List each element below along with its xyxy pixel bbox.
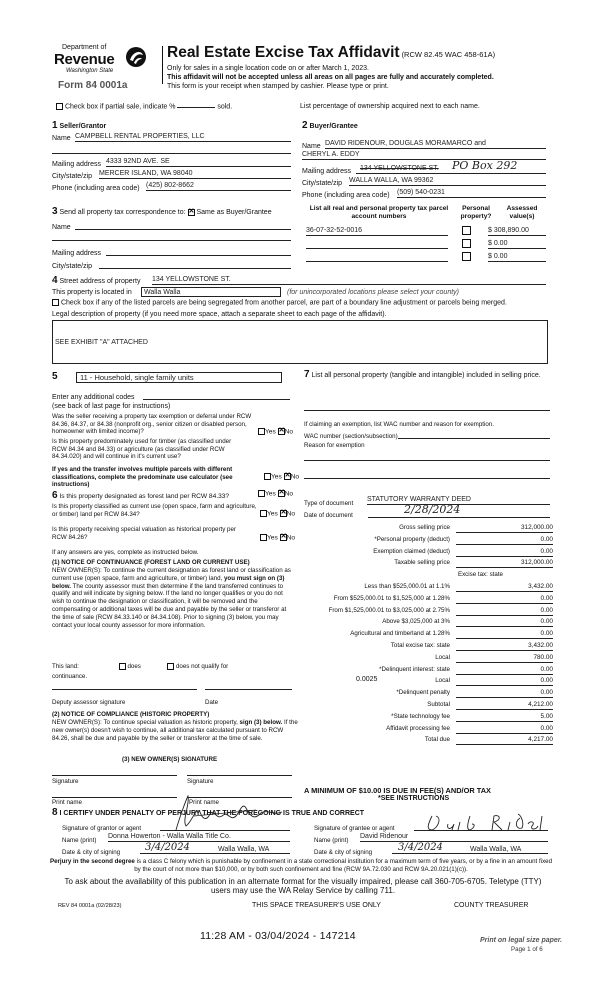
calc-label: *Delinquent penalty	[396, 689, 450, 697]
calc-value[interactable]: 4,217.00	[456, 736, 553, 745]
exemption-label: If claiming an exemption, list WAC number and reason for exemption.	[304, 421, 494, 428]
print-name-label-1: Print name	[52, 799, 82, 806]
calc-label: Agricultural and timberland at 1.28%	[350, 630, 450, 638]
calc-label: Subtotal	[427, 701, 450, 708]
doc-type-label: Type of document	[304, 500, 354, 507]
assessed-value-1[interactable]: $ 308,890.00	[488, 227, 546, 236]
additional-codes-field[interactable]	[143, 391, 290, 400]
calc-row	[300, 607, 553, 618]
s6q3-yes-checkbox[interactable]	[260, 534, 267, 541]
calc-row	[300, 630, 553, 641]
corr-name-field[interactable]	[75, 221, 291, 230]
perjury-text: Perjury in the second degree is a class C felony which is punishable by confinement in a state correctional institution for a maximum term of five years, or by a fine in an amount fixed by the court of not more than $10,000, or by both such confinement and fine (RCW 9A.72.030 and RCW 9A.20.021(1)(c)).	[49, 858, 553, 873]
alt-format-text: To ask about the availability of this publication in an alternate format for the visually impaired, please call 360-705-6705. Teletype (TTY) users may use the WA Relay Service by calling 711.	[64, 877, 542, 895]
deputy-date-label: Date	[205, 699, 219, 706]
s6q2-no-checkbox[interactable]	[280, 510, 287, 517]
calc-row	[300, 677, 553, 688]
corr-name-label: Name	[52, 224, 71, 231]
q2-yes-checkbox[interactable]	[264, 473, 271, 480]
buyer-mailing-handwritten: PO Box 292	[452, 159, 518, 172]
seller-name[interactable]: CAMPBELL RENTAL PROPERTIES, LLC	[75, 133, 291, 142]
signature-label-2: Signature	[187, 778, 214, 785]
buyer-phone-label: Phone (including area code)	[302, 192, 390, 199]
signature-label-1: Signature	[52, 778, 79, 785]
buyer-name-label: Name	[302, 143, 321, 150]
calc-label: Exemption claimed (deduct)	[373, 547, 450, 555]
s6q1-no-checkbox[interactable]	[278, 490, 285, 497]
calc-label: Local	[435, 677, 450, 685]
calc-value[interactable]: 0.00	[456, 618, 553, 627]
buyer-mailing-struck: 134 YELLOWSTONE ST.	[360, 165, 439, 172]
treasurer-space: THIS SPACE TREASURER'S USE ONLY	[252, 902, 381, 909]
calc-row	[300, 618, 553, 629]
calc-row	[300, 524, 553, 535]
calc-value[interactable]: 0.00	[456, 536, 553, 545]
page-number: Page 1 of 6	[511, 946, 543, 953]
s6q2-answers: Yes ✕ No	[260, 510, 295, 517]
page-title: Real Estate Excise Tax Affidavit (RCW 82.45 WAC 458-61A)	[167, 44, 496, 61]
reason-field-1[interactable]	[304, 460, 550, 461]
corr-city-label: City/state/zip	[52, 263, 93, 270]
grantor-signature	[170, 786, 300, 834]
revenue-swirl-icon	[125, 46, 147, 68]
grantee-city: Walla Walla, WA	[470, 846, 522, 853]
calc-label: Taxable selling price	[394, 559, 450, 567]
wac-field[interactable]	[398, 431, 550, 439]
calc-value[interactable]: 3,432.00	[456, 642, 553, 651]
dept-line1: Department of	[62, 44, 107, 51]
located-label: This property is located in	[52, 289, 132, 296]
ownership-note: List percentage of ownership acquired next to each name.	[300, 103, 480, 110]
s6q3-no-checkbox[interactable]	[280, 534, 287, 541]
corr-mailing-label: Mailing address	[52, 250, 102, 257]
section6-q1: 6 Is this property designated as forest land per RCW 84.33?	[52, 490, 230, 501]
parcels-col2: Personal property?	[460, 205, 492, 220]
buyer-name2[interactable]: CHERYL A. EDDY	[302, 151, 546, 160]
seller-phone[interactable]: (425) 802-8662	[146, 182, 291, 191]
s6q1-answers: Yes ✕ No	[258, 490, 293, 497]
located-note: (for unincorporated locations please select your county)	[287, 289, 459, 296]
section5-num: 5	[52, 371, 58, 382]
calc-value[interactable]: 0.00	[456, 725, 553, 734]
parcel-number-2[interactable]	[306, 240, 448, 249]
grantee-name-label: Name (print)	[314, 837, 349, 844]
calc-row	[300, 571, 553, 582]
section5-q2a: Is this property predominately used for timber (as classified under RCW 84.34 and 84.33) or agriculture (as classified under RCW 84.34.020) and will continue in it's current use?	[52, 438, 232, 461]
form-number: Form 84 0001a	[58, 80, 128, 91]
calc-row	[300, 713, 553, 724]
notice2-text: NEW OWNER(S): To continue special valuation as historic property, sign (3) below. If the new owner(s) doesn't wish to continue, all additional tax calculated pursuant to RCW 84.26, shall be due and payable by the seller or transferor at the time of sale.	[52, 719, 298, 742]
calc-label: Less than $525,000.01 at 1.1%	[364, 583, 450, 590]
parcel-number-3[interactable]	[306, 253, 448, 262]
parcel-number-1[interactable]: 36-07-32-52-0016	[306, 227, 448, 236]
this-land-row: This land: does does not qualify for	[52, 663, 229, 671]
buyer-mailing-label: Mailing address	[302, 168, 352, 175]
buyer-phone[interactable]: (509) 540-0231	[397, 189, 546, 198]
notice3-title: (3) NEW OWNER(S) SIGNATURE	[122, 756, 218, 763]
calc-value[interactable]: 4,212.00	[456, 701, 553, 710]
street-heading: 4 Street address of property	[52, 275, 141, 286]
calc-label: Affidavit processing fee	[386, 724, 450, 732]
calc-value[interactable]: 5.00	[456, 713, 553, 722]
notice1-text: NEW OWNER(S): To continue the current designation as forest land or classification as current use (open space, farm and agriculture, or timber) land, you must sign on (3) below. The county assessor must then determine if the land transferred continues to qualify and will indicate by signing below. If the land no longer qualifies or you do not wish to continue the designation or classification, it will be removed and the compensating or additional taxes will be due and payable by the seller or transferor at the time of sale (RCW 84.33.140 or 84.34.108). Prior to signing (3) below, you may contact your local county assessor for more information.	[52, 567, 291, 629]
assessed-value-2[interactable]: $ 0.00	[488, 240, 546, 249]
section5-q2b: If yes and the transfer involves multiple parcels with different classifications, complete the predominate use calculator (see instructions)	[52, 466, 233, 489]
s6q3-answers: Yes ✕ No	[260, 534, 295, 541]
calc-value[interactable]: 0.00	[456, 677, 553, 686]
partial-sale-checkbox[interactable]	[56, 103, 63, 110]
grantor-date-label: Date & city of signing	[62, 849, 121, 856]
corr-city-field[interactable]	[99, 260, 291, 269]
calc-label: Above $3,025,000 at 3%	[382, 618, 450, 626]
grantor-city: Walla Walla, WA	[218, 846, 270, 853]
calc-label: From $1,525,000.01 to $3,025,000 at 2.75%	[328, 606, 450, 614]
buyer-city[interactable]: WALLA WALLA, WA 99362	[349, 177, 546, 186]
grantor-date: 3/4/2024	[145, 842, 190, 853]
does-checkbox[interactable]	[119, 663, 126, 670]
partial-sale: Check box if partial sale, indicate % sold.	[56, 103, 232, 110]
buyer-city-label: City/state/zip	[302, 180, 343, 187]
calc-row	[300, 559, 553, 570]
see-instructions: *SEE INSTRUCTIONS	[378, 795, 450, 802]
doc-date-label: Date of document	[304, 512, 353, 519]
doc-date: 2/28/2024	[404, 503, 461, 516]
calc-row	[300, 595, 553, 606]
calc-row	[300, 536, 553, 547]
certify-line: 8 I CERTIFY UNDER PENALTY OF PERJURY THAT THE FOREGOING IS TRUE AND CORRECT	[52, 807, 365, 818]
dept-line3: Washington State	[66, 68, 114, 74]
additional-codes-note: (see back of last page for instructions)	[52, 403, 171, 410]
legal-label: Legal description of property (if you need more space, attach a separate sheet to each page of the affidavit).	[52, 311, 387, 318]
calc-label: Total excise tax: state	[390, 642, 450, 649]
rev-label: REV 84 0001a (02/28/23)	[58, 903, 122, 909]
calc-value[interactable]: 3,432.00	[456, 583, 553, 592]
q1-no-checkbox[interactable]	[278, 428, 285, 435]
owner-printname-1[interactable]	[52, 797, 177, 798]
street-address[interactable]: 134 YELLOWSTONE ST.	[152, 276, 546, 285]
print-name-label-2: Print name	[189, 799, 219, 806]
calc-row	[300, 725, 553, 736]
continuance-label: continuance.	[52, 673, 88, 680]
calc-value[interactable]: 0.00	[456, 607, 553, 616]
calc-label: Local	[435, 653, 450, 661]
calc-label: *Delinquent interest: state	[379, 665, 450, 673]
calc-label: Total due	[424, 736, 450, 744]
segregated-checkbox[interactable]	[52, 299, 59, 306]
section5-q1: Was the seller receiving a property tax exemption or deferral under RCW 84.36, 84.37, or 84.38 (nonprofit org., senior citizen or disabled person, homeowner with limited income)?	[52, 413, 252, 436]
personal-property-checkbox-2[interactable]	[462, 239, 471, 248]
reason-field-2[interactable]	[304, 478, 550, 479]
header-line2: This affidavit will not be accepted unless all areas on all pages are fully and accurately completed.	[167, 74, 494, 81]
notice2-title: (2) NOTICE OF COMPLIANCE (HISTORIC PROPERTY)	[52, 711, 210, 718]
q1-yes-checkbox[interactable]	[258, 428, 265, 435]
q1-answers: Yes ✕ No	[258, 428, 293, 435]
calc-row	[300, 736, 553, 747]
reason-label: Reason for exemption	[304, 442, 365, 449]
parcels-col1: List all real and personal property tax parcel account numbers	[309, 205, 449, 220]
section6-q3: Is this property receiving special valuation as historical property per RCW 84.26?	[52, 526, 236, 541]
grantee-signature	[418, 812, 548, 834]
seller-name-label: Name	[52, 135, 71, 142]
deputy-sig-label: Deputy assessor signature	[52, 699, 126, 706]
notice1-title: (1) NOTICE OF CONTINUANCE (FOREST LAND OR CURRENT USE)	[52, 559, 250, 566]
calc-row	[300, 666, 553, 677]
calc-label: Excise tax: state	[457, 571, 503, 579]
calc-value[interactable]: 0.00	[456, 595, 553, 604]
county-treasurer: COUNTY TREASURER	[454, 902, 529, 909]
calc-label: Gross selling price	[399, 524, 450, 531]
correspondence-heading: 3 Send all property tax correspondence to: ✕ Same as Buyer/Grantee	[52, 206, 272, 217]
cashier-stamp: 11:28 AM - 03/04/2024 - 147214	[200, 930, 356, 942]
buyer-heading: 2 Buyer/Grantee	[302, 120, 358, 131]
legal-description: SEE EXHIBIT "A" ATTACHED	[55, 339, 148, 346]
calc-row	[300, 689, 553, 700]
does-not-checkbox[interactable]	[167, 663, 174, 670]
calc-label: *Personal property (deduct)	[374, 535, 450, 543]
q2-no-checkbox[interactable]	[284, 473, 291, 480]
header-line1: Only for sales in a single location code on or after March 1, 2023.	[167, 65, 369, 72]
calc-row	[300, 701, 553, 712]
calc-value[interactable]: 0.00	[456, 666, 553, 675]
calc-value[interactable]: 312,000.00	[456, 559, 553, 568]
owner-signature-1[interactable]	[52, 775, 177, 776]
calc-row	[300, 548, 553, 559]
seller-city-label: City/state/zip	[52, 173, 93, 180]
grantee-date-label: Date & city of signing	[314, 849, 373, 856]
seller-mailing[interactable]: 4333 92ND AVE. SE	[106, 158, 291, 167]
calc-row	[300, 583, 553, 594]
doc-type[interactable]: STATUTORY WARRANTY DEED	[367, 496, 550, 505]
buyer-name1[interactable]: DAVID RIDENOUR, DOUGLAS MORAMARCO and	[325, 140, 546, 149]
calc-value[interactable]: 0.00	[456, 630, 553, 639]
calc-value[interactable]: 0.00	[456, 548, 553, 557]
segregated-row: Check box if any of the listed parcels are being segregated from another parcel, are part of a boundary line adjustment or parcels being merged.	[52, 299, 507, 306]
assessed-value-3[interactable]: $ 0.00	[488, 253, 546, 262]
seller-city[interactable]: MERCER ISLAND, WA 98040	[99, 170, 291, 179]
calc-value[interactable]: 312,000.00	[456, 524, 553, 533]
personal-property-checkbox-1[interactable]	[462, 226, 471, 235]
seller-mailing-label: Mailing address	[52, 161, 102, 168]
same-as-buyer-checkbox[interactable]	[188, 209, 195, 216]
grantor-name[interactable]: Donna Howerton - Walla Walla Title Co.	[108, 833, 290, 842]
calc-label: From $525,000.01 to $1,525,000 at 1.28%	[333, 594, 450, 602]
personal-property-field[interactable]	[304, 410, 550, 411]
grantor-sig-label: Signature of grantor or agent	[62, 825, 142, 832]
calc-row	[300, 642, 553, 653]
seller-phone-label: Phone (including area code)	[52, 185, 140, 192]
located-select[interactable]: Walla Walla	[141, 287, 281, 297]
s6q1-yes-checkbox[interactable]	[258, 490, 265, 497]
deputy-date-field[interactable]	[205, 689, 292, 690]
calc-label: *State technology fee	[391, 712, 450, 720]
wac-label: WAC number (section/subsection)	[304, 433, 398, 440]
local-rate: 0.0025	[356, 676, 378, 683]
corr-mailing-field[interactable]	[106, 247, 291, 256]
header-line3: This form is your receipt when stamped by cashier. Please type or print.	[167, 83, 389, 90]
calc-row	[300, 654, 553, 665]
grantee-sig-label: Signature of grantee or agent	[314, 825, 395, 832]
grantor-name-label: Name (print)	[62, 837, 97, 844]
grantee-name[interactable]: David Ridenour	[360, 833, 548, 842]
s6q2-yes-checkbox[interactable]	[260, 510, 267, 517]
section7: 7 List all personal property (tangible and intangible) included in selling price.	[304, 369, 541, 380]
dept-line2: Revenue	[54, 51, 115, 68]
grantee-date: 3/4/2024	[398, 842, 443, 853]
seller-heading: 1 Seller/Grantor	[52, 120, 107, 131]
deputy-signature-field[interactable]	[52, 689, 197, 690]
grantor-date-field[interactable]	[140, 853, 290, 854]
personal-property-checkbox-3[interactable]	[462, 252, 471, 261]
q2-answers: Yes ✕ No	[264, 473, 299, 480]
owner-signature-2[interactable]	[187, 775, 292, 776]
additional-codes-label: Enter any additional codes	[52, 394, 135, 401]
legal-description-box[interactable]	[52, 320, 548, 364]
grantee-date-field[interactable]	[392, 853, 548, 854]
section6-q2: Is this property classified as current use (open space, farm and agriculture, or timber) land per RCW 84.34?	[52, 503, 257, 518]
calc-value[interactable]: 0.00	[456, 689, 553, 698]
calc-value[interactable]: 780.00	[456, 654, 553, 663]
parcels-col3: Assessed value(s)	[506, 205, 538, 220]
legal-size-note: Print on legal size paper.	[480, 937, 563, 944]
section6-instr: If any answers are yes, complete as instructed below.	[52, 549, 199, 556]
minimum-note: A MINIMUM OF $10.00 IS DUE IN FEE(S) AND/OR TAX	[304, 786, 491, 795]
use-code-select[interactable]: 11 - Household, single family units	[76, 372, 282, 383]
